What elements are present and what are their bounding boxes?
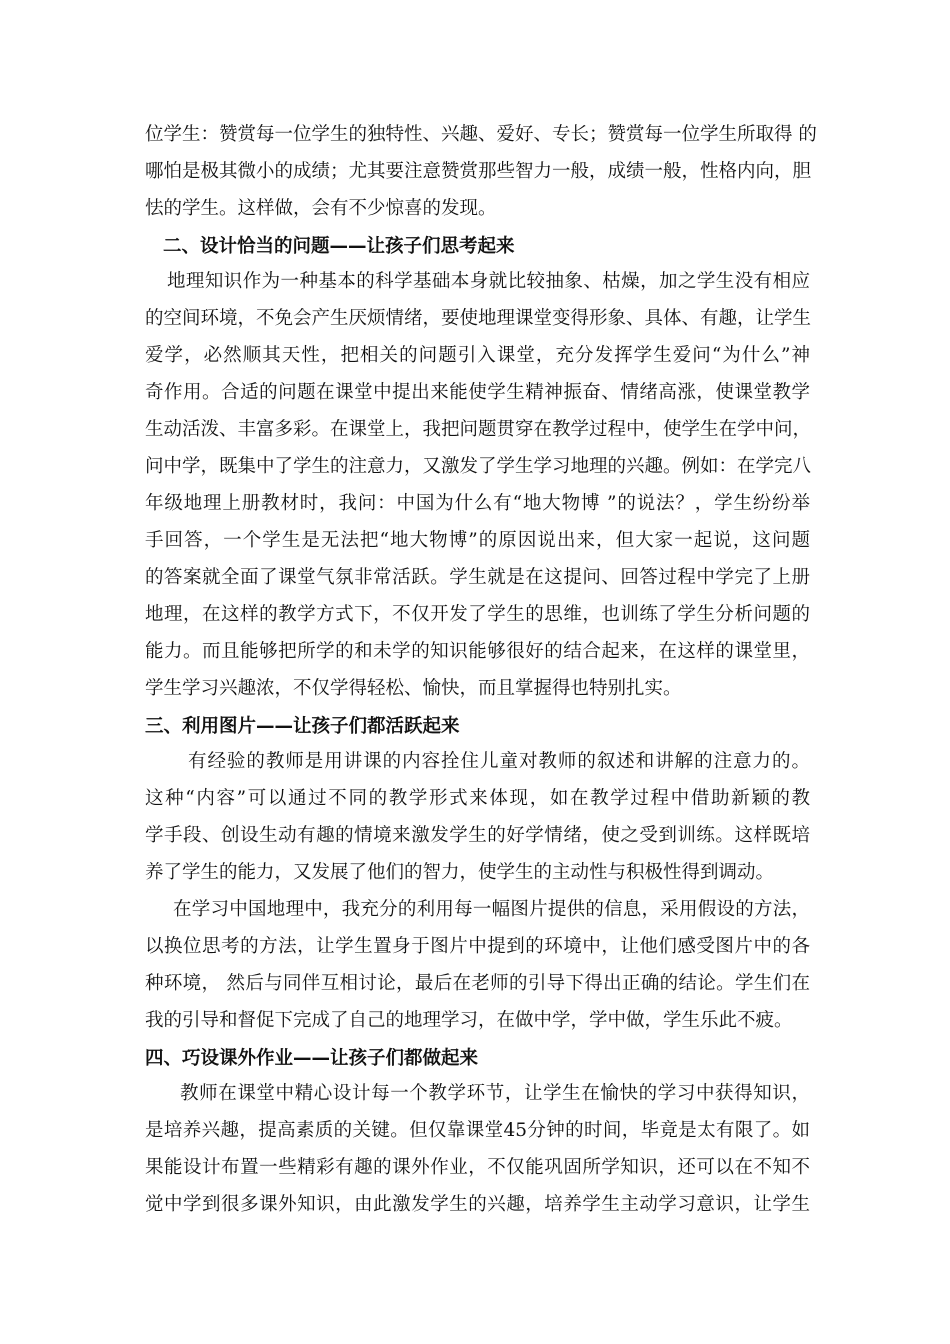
text-line: 以换位思考的方法，让学生置身于图片中提到的环境中，让他们感受图片中的各 [145, 936, 810, 957]
section-heading: 二、设计恰当的问题——让孩子们思考起来 [163, 236, 515, 257]
text-line: 果能设计布置一些精彩有趣的课外作业，不仅能巩固所学知识，还可以在不知不 [145, 1157, 810, 1178]
text-line: 学手段、创设生动有趣的情境来激发学生的好学情绪，使之受到训练。这样既培 [145, 825, 810, 846]
text-line: 怯的学生。这样做，会有不少惊喜的发现。 [145, 198, 497, 219]
text-line: 这种“内容”可以通过不同的教学形式来体现，如在教学过程中借助新颖的教 [145, 788, 810, 809]
text-line: 觉中学到很多课外知识，由此激发学生的兴趣，培养学生主动学习意识，让学生 [145, 1194, 810, 1215]
text-line: 年级地理上册教材时，我问：中国为什么有“地大物博 ”的说法？，学生纷纷举 [145, 493, 810, 514]
text-line: 的答案就全面了课堂气氛非常活跃。学生就是在这提问、回答过程中学完了上册 [145, 567, 810, 588]
text-line: 爱学，必然顺其天性，把相关的问题引入课堂，充分发挥学生爱问“为什么”神 [145, 345, 810, 366]
text-line: 在学习中国地理中，我充分的利用每一幅图片提供的信息，采用假设的方法， [173, 899, 810, 920]
text-line: 奇作用。合适的问题在课堂中提出来能使学生精神振奋、情绪高涨，使课堂教学 [145, 382, 810, 403]
text-line: 哪怕是极其微小的成绩；尤其要注意赞赏那些智力一般，成绩一般，性格内向，胆 [145, 161, 812, 182]
text-line: 手回答，一个学生是无法把“地大物博”的原因说出来，但大家一起说，这问题 [145, 530, 810, 551]
section-heading: 四、巧设课外作业——让孩子们都做起来 [145, 1048, 479, 1069]
text-line: 种环境， 然后与同伴互相讨论，最后在老师的引导下得出正确的结论。学生们在 [145, 973, 810, 994]
text-line: 地理知识作为一种基本的科学基础本身就比较抽象、枯燥，加之学生没有相应 [167, 271, 810, 292]
text-line: 养了学生的能力，又发展了他们的智力，使学生的主动性与积极性得到调动。 [145, 862, 775, 883]
text-line: 地理，在这样的教学方式下，不仅开发了学生的思维，也训练了学生分析问题的 [145, 604, 810, 625]
text-line: 有经验的教师是用讲课的内容拴住儿童对教师的叙述和讲解的注意力的。 [188, 751, 810, 772]
text-line: 的空间环境，不免会产生厌烦情绪，要使地理课堂变得形象、具体、有趣，让学生 [145, 308, 812, 329]
text-line: 能力。而且能够把所学的和未学的知识能够很好的结合起来，在这样的课堂里， [145, 641, 810, 662]
section-heading: 三、利用图片——让孩子们都活跃起来 [145, 716, 460, 737]
text-line: 生动活泼、丰富多彩。在课堂上，我把问题贯穿在教学过程中，使学生在学中问， [145, 419, 812, 440]
text-line: 学生学习兴趣浓，不仅学得轻松、愉快，而且掌握得也特别扎实。 [145, 678, 682, 699]
text-line: 我的引导和督促下完成了自己的地理学习，在做中学，学中做，学生乐此不疲。 [145, 1010, 793, 1031]
text-line: 位学生：赞赏每一位学生的独特性、兴趣、爱好、专长；赞赏每一位学生所取得 的 [145, 124, 817, 145]
text-line: 教师在课堂中精心设计每一个教学环节，让学生在愉快的学习中获得知识， [180, 1083, 810, 1104]
text-line: 是培养兴趣，提高素质的关键。但仅靠课堂45分钟的时间，毕竟是太有限了。如 [145, 1120, 810, 1141]
text-line: 问中学，既集中了学生的注意力，又激发了学生学习地理的兴趣。例如：在学完八 [145, 456, 812, 477]
